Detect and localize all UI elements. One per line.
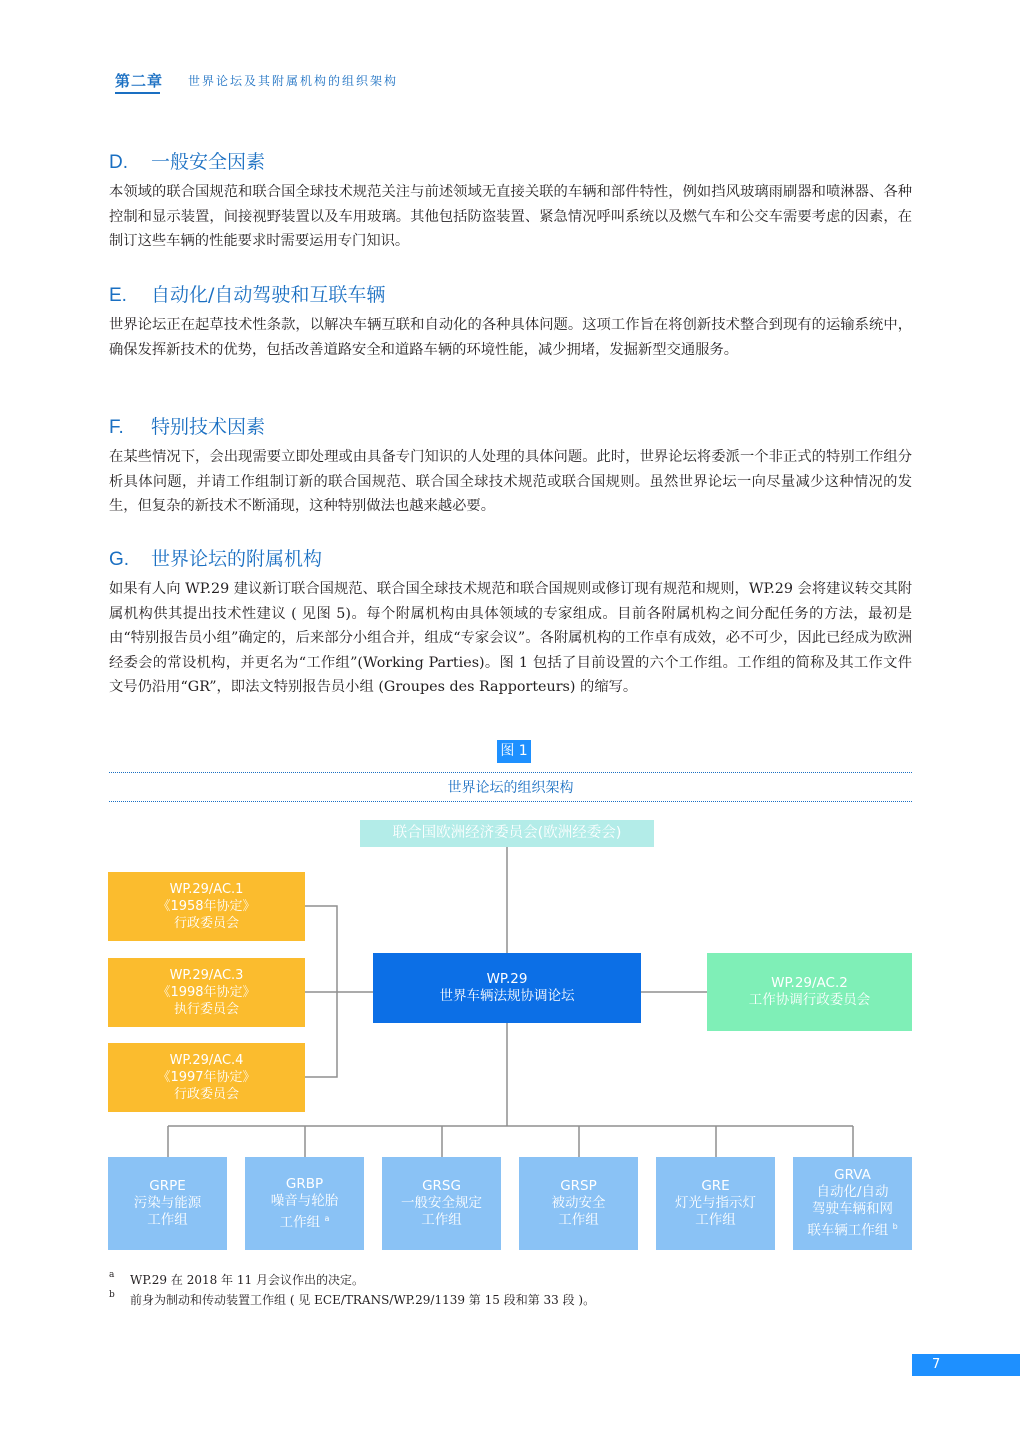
ac-code: WP.29/AC.4 bbox=[169, 1053, 244, 1068]
section-letter: D. bbox=[109, 152, 128, 173]
ac-agreement: 《1998年协定》 bbox=[157, 985, 256, 1000]
ac-role: 行政委员会 bbox=[173, 1087, 239, 1102]
group-code: GRVA bbox=[834, 1167, 871, 1184]
group-line: 联车辆工作组 bbox=[807, 1222, 889, 1239]
footnote bbox=[109, 1270, 912, 1290]
group-line: 灯光与指示灯 bbox=[675, 1195, 756, 1211]
ac2-name: 工作协调行政委员会 bbox=[748, 992, 871, 1008]
footnote-mark: b bbox=[109, 1290, 115, 1300]
footnote-text: 前身为制动和传动装置工作组 ( 见 ECE/TRANS/WP.29/1139 第 15 段和第 33 段 )。 bbox=[130, 1293, 596, 1307]
ac-code: WP.29/AC.1 bbox=[169, 882, 244, 897]
group-line: 工作组 bbox=[421, 1212, 462, 1228]
page-number-label: 7 bbox=[932, 1357, 941, 1372]
wp29-box bbox=[373, 953, 641, 1023]
group-code: GRE bbox=[701, 1178, 730, 1194]
unece-label: 联合国欧洲经济委员会(欧洲经委会) bbox=[392, 825, 622, 841]
group-box-grpe bbox=[108, 1157, 227, 1250]
group-line: 噪音与轮胎 bbox=[270, 1192, 339, 1209]
group-box-grsg bbox=[382, 1157, 501, 1250]
section-title: 一般安全因素 bbox=[151, 151, 266, 173]
footnote-mark: a bbox=[109, 1270, 115, 1280]
section-letter: E. bbox=[109, 285, 127, 306]
footnotes bbox=[109, 1270, 912, 1310]
footnote-mark: a bbox=[324, 1213, 330, 1223]
section-title: 世界论坛的附属机构 bbox=[151, 548, 323, 570]
group-line-wrap bbox=[807, 1218, 897, 1240]
group-line: 工作组 bbox=[147, 1212, 188, 1228]
section-body: 世界论坛正在起草技术性条款，以解决车辆互联和自动化的各种具体问题。这项工作旨在将创新技术整合到现有的运输系统中，确保发挥新技术的优势，包括改善道路安全和道路车辆的环境性能，减少拥堵，发掘新型交通服务。 bbox=[109, 317, 912, 358]
group-line: 驾驶车辆和网 bbox=[812, 1201, 893, 1218]
figure-label: 图 1 bbox=[497, 740, 531, 763]
group-line: 被动安全 bbox=[551, 1195, 606, 1211]
group-box-grsp bbox=[519, 1157, 638, 1250]
ac-code: WP.29/AC.3 bbox=[169, 968, 244, 983]
section-body: 本领域的联合国规范和联合国全球技术规范关注与前述领域无直接关联的车辆和部件特性，例如挡风玻璃雨刷器和喷淋器、各种控制和显示装置，间接视野装置以及车用玻璃。其他包括防盗装置、紧急情况呼叫系统以及燃气车和公交车需要考虑的因素，在制订这些车辆的性能要求时需要运用专门知识。 bbox=[109, 184, 912, 249]
footnote-mark: b bbox=[892, 1222, 898, 1232]
ac4-box bbox=[108, 1043, 305, 1112]
group-box-gre bbox=[656, 1157, 775, 1250]
group-code: GRSP bbox=[560, 1178, 597, 1194]
group-code: GRSG bbox=[422, 1178, 461, 1194]
section-letter: F. bbox=[109, 417, 124, 438]
ac2-code: WP.29/AC.2 bbox=[771, 975, 848, 991]
section-body: 如果有人向 WP.29 建议新订联合国规范、联合国全球技术规范和联合国规则或修订现有规范和规则，WP.29 会将建议转交其附属机构供其提出技术性建议 ( 见图 5)。每个附属机构由具体领域的专家组成。目前各附属机构之间分配任务的方法，最初是由“特别报告员小组”确定的，后来部分小组合并，组成“专家会议”。各附属机构的工作卓有成效，必不可少，因此已经成为欧洲经委会的常设机构，并更名为“工作组”(Working Parties)。图 1 包括了目前设置的六个工作组。工作组的简称及其工作文件文号仍沿用“GR”，即法文特别报告员小组 (Groupes des Rapporteurs) 的缩写。 bbox=[109, 581, 912, 695]
ac-role: 行政委员会 bbox=[173, 916, 239, 931]
wp29-name: 世界车辆法规协调论坛 bbox=[439, 988, 575, 1004]
ac-agreement: 《1958年协定》 bbox=[157, 899, 256, 914]
section-title: 自动化/自动驾驶和互联车辆 bbox=[151, 284, 386, 306]
section-title: 特别技术因素 bbox=[151, 416, 266, 438]
section-body: 在某些情况下，会出现需要立即处理或由具备专门知识的人处理的具体问题。此时，世界论坛将委派一个非正式的特别工作组分析具体问题，并请工作组制订新的联合国规范、联合国全球技术规范或联合国规则。虽然世界论坛一向尽量减少这种情况的发生，但复杂的新技术不断涌现，这种特别做法也越来越必要。 bbox=[109, 449, 912, 514]
ac3-box bbox=[108, 958, 305, 1027]
unece-box bbox=[360, 820, 654, 847]
ac-agreement: 《1997年协定》 bbox=[157, 1070, 256, 1085]
section-letter: G. bbox=[109, 549, 130, 570]
group-line: 自动化/自动 bbox=[816, 1184, 889, 1201]
ac-role: 执行委员会 bbox=[173, 1002, 239, 1017]
ac1-box bbox=[108, 872, 305, 941]
group-line-wrap bbox=[280, 1210, 330, 1232]
group-line: 污染与能源 bbox=[133, 1195, 202, 1211]
footnote bbox=[109, 1290, 912, 1310]
group-line: 工作组 bbox=[695, 1212, 736, 1228]
footnote-text: WP.29 在 2018 年 11 月会议作出的决定。 bbox=[130, 1273, 364, 1287]
group-line: 一般安全规定 bbox=[401, 1195, 482, 1211]
group-box-grva bbox=[793, 1157, 912, 1250]
chapter-label: 第二章 bbox=[115, 72, 164, 90]
chapter-title: 世界论坛及其附属机构的组织架构 bbox=[188, 74, 399, 88]
page-number bbox=[912, 1354, 1020, 1376]
figure-title: 世界论坛的组织架构 bbox=[447, 780, 574, 796]
group-line: 工作组 bbox=[558, 1212, 599, 1228]
group-code: GRPE bbox=[149, 1178, 186, 1194]
group-line: 工作组 bbox=[279, 1214, 321, 1231]
wp29-code: WP.29 bbox=[486, 971, 528, 987]
group-code: GRBP bbox=[285, 1175, 324, 1192]
group-box-grbp bbox=[245, 1157, 364, 1250]
ac2-box bbox=[707, 953, 912, 1031]
